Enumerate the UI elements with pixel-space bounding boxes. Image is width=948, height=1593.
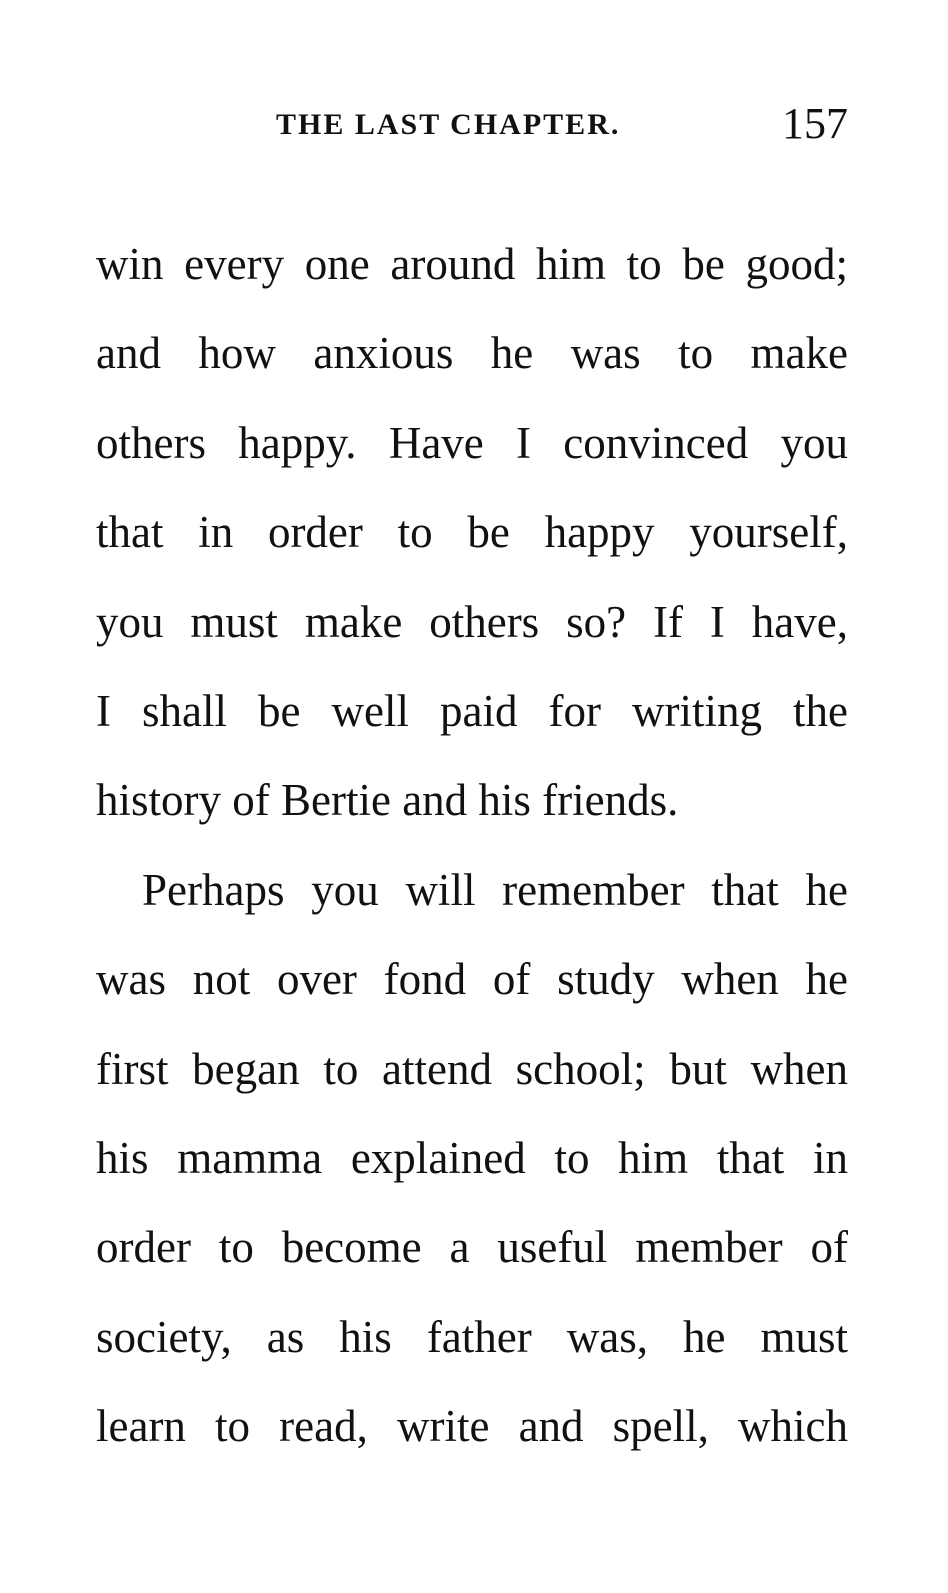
paragraph-2 [96,846,848,1472]
page-number: 157 [782,99,848,148]
body-text [96,220,848,1471]
text-line: learn to read, write and spell, which [96,1401,848,1452]
text-line: that in order to be happy yourself, [96,507,848,558]
running-head [96,98,848,148]
text-line: you must make others so? If I have, [96,596,848,647]
text-line: order to become a useful member of [96,1222,848,1273]
text-line: his mamma explained to him that in [96,1132,848,1183]
paragraph-1 [96,220,848,846]
text-line: was not over fond of study when he [96,954,848,1005]
text-line: Perhaps you will remember that he [142,864,848,915]
text-line: and how anxious he was to make [96,328,848,379]
running-title: THE LAST CHAPTER. [276,108,621,141]
text-line: I shall be well paid for writing the [96,685,848,736]
text-line: others happy. Have I convinced you [96,417,848,468]
text-line: first began to attend school; but when [96,1043,848,1094]
text-line: win every one around him to be good; [96,239,848,289]
text-line: society, as his father was, he must [96,1311,848,1362]
text-line: history of Bertie and his friends. [96,775,679,826]
